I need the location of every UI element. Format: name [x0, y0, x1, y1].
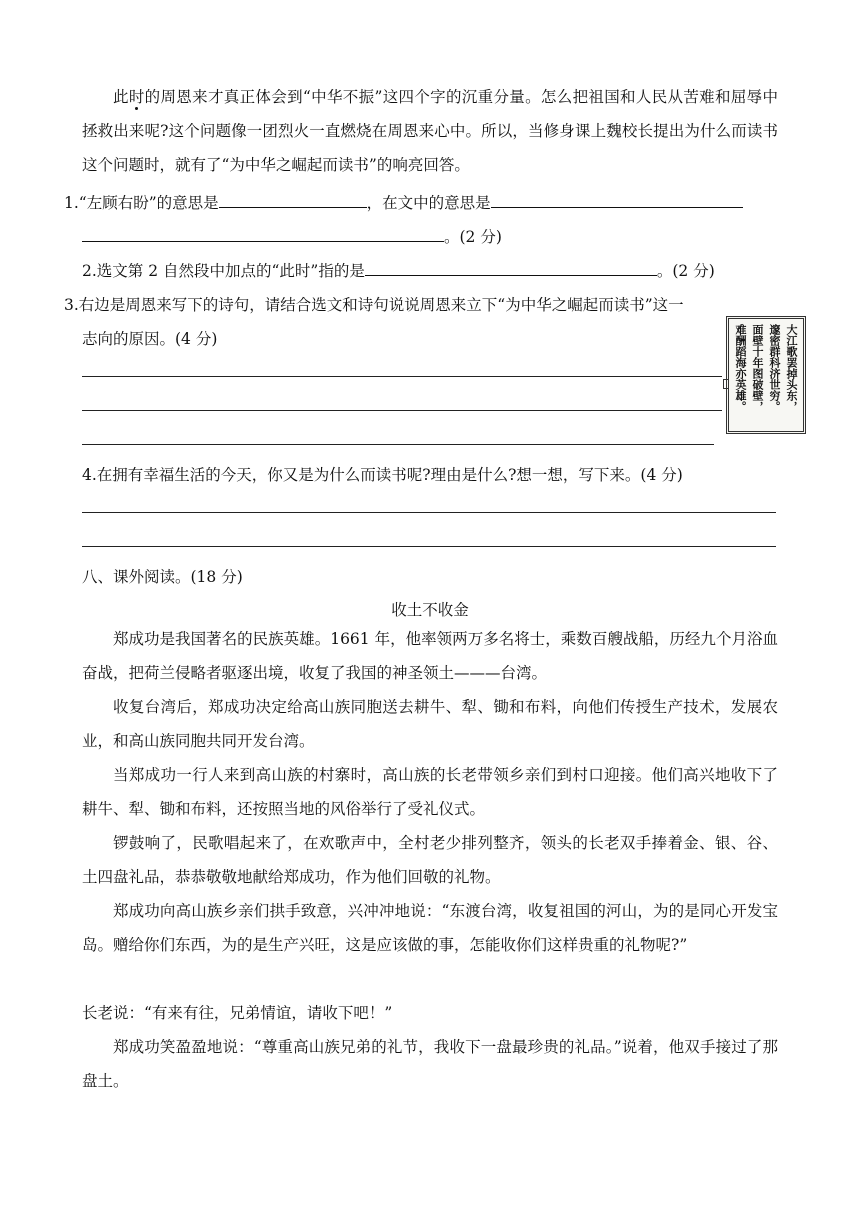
- question-2-score: 。(2 分): [656, 262, 715, 280]
- poem-line-3: 面壁十年图破壁，: [751, 324, 764, 412]
- section-heading: 八、课外阅读。(18 分): [82, 568, 243, 586]
- passage-paragraph-3: 当郑成功一行人来到高山族的村寨时，高山族的长老带领乡亲们到村口迎接。他们高兴地收下了耕牛、犁、锄和布料，还按照当地的风俗举行了受礼仪式。: [82, 766, 778, 818]
- answer-blank-1b[interactable]: [491, 191, 743, 208]
- poem-line-4: 难酬蹈海亦英雄。: [734, 324, 747, 412]
- poem-line-1: 大江歌罢掉头东，: [785, 324, 798, 412]
- question-3-line-1: 3.右边是周恩来写下的诗句，请结合选文和诗句说说周恩来立下“为中华之崛起而读书”这一: [64, 296, 684, 314]
- answer-line-3a[interactable]: [82, 376, 722, 377]
- question-4: 4.在拥有幸福生活的今天，你又是为什么而读书呢?理由是什么?想一想，写下来。(4 分): [82, 466, 683, 484]
- poem-scroll: [726, 316, 806, 434]
- passage-paragraph-6: 长老说：“有来有往，兄弟情谊，请收下吧！”: [82, 1004, 393, 1022]
- question-2-prompt: 2.选文第 2 自然段中加点的“此时”指的是: [82, 262, 365, 280]
- answer-blank-2[interactable]: [365, 259, 657, 276]
- passage-paragraph-5: 郑成功向高山族乡亲们拱手致意，兴冲冲地说：“东渡台湾，收复祖国的河山，为的是同心开发宝岛。赠给你们东西，为的是生产兴旺，这是应该做的事，怎能收你们这样贵重的礼物呢?”: [82, 902, 778, 954]
- question-1-score: 。(2 分): [444, 228, 502, 246]
- answer-line-4b[interactable]: [82, 546, 776, 547]
- answer-line-3c[interactable]: [82, 444, 714, 445]
- question-2: [82, 254, 715, 288]
- passage-paragraph-1: 郑成功是我国著名的民族英雄。1661 年，他率领两万多名将士，乘数百艘战船，历经九个月浴血奋战，把荷兰侵略者驱逐出境，收复了我国的神圣领土———台湾。: [82, 630, 778, 682]
- intro-text-start: 此: [113, 88, 129, 106]
- answer-line-3b[interactable]: [82, 410, 722, 411]
- passage-paragraph-2: 收复台湾后，郑成功决定给高山族同胞送去耕牛、犁、锄和布料，向他们传授生产技术，发展农业，和高山族同胞共同开发台湾。: [82, 698, 778, 750]
- intro-paragraph: [82, 80, 778, 182]
- passage-paragraph-7: 郑成功笑盈盈地说：“尊重高山族兄弟的礼节，我收下一盘最珍贵的礼品。”说着，他双手接过了那盘土。: [82, 1038, 778, 1090]
- dotted-character: 时: [128, 88, 145, 106]
- question-1-prompt: 1.“左顾右盼”的意思是: [64, 194, 219, 212]
- answer-blank-1c[interactable]: [82, 225, 444, 242]
- question-1: [64, 186, 743, 220]
- answer-blank-1a[interactable]: [219, 191, 367, 208]
- question-1-cont: [82, 220, 502, 254]
- answer-line-4a[interactable]: [82, 512, 776, 513]
- question-3-line-2: 志向的原因。(4 分): [82, 330, 218, 348]
- passage-title: 收土不收金: [391, 601, 469, 619]
- passage-paragraph-4: 锣鼓响了，民歌唱起来了，在欢歌声中，全村老少排列整齐，领头的长老双手捧着金、银、谷、土四盘礼品，恭恭敬敬地献给郑成功，作为他们回敬的礼物。: [82, 834, 778, 886]
- question-1-prompt-b: ，在文中的意思是: [366, 194, 491, 212]
- intro-text-rest: 的周恩来才真正体会到“中华不振”这四个字的沉重分量。怎么把祖国和人民从苦难和屈辱中拯救出来呢?这个问题像一团烈火一直燃烧在周恩来心中。所以，当修身课上魏校长提出为什么而读书这个问题时，就有了“为中华之崛起而读书”的响亮回答。: [82, 88, 778, 174]
- poem-line-2: 邃密群科济世穷。: [768, 324, 781, 412]
